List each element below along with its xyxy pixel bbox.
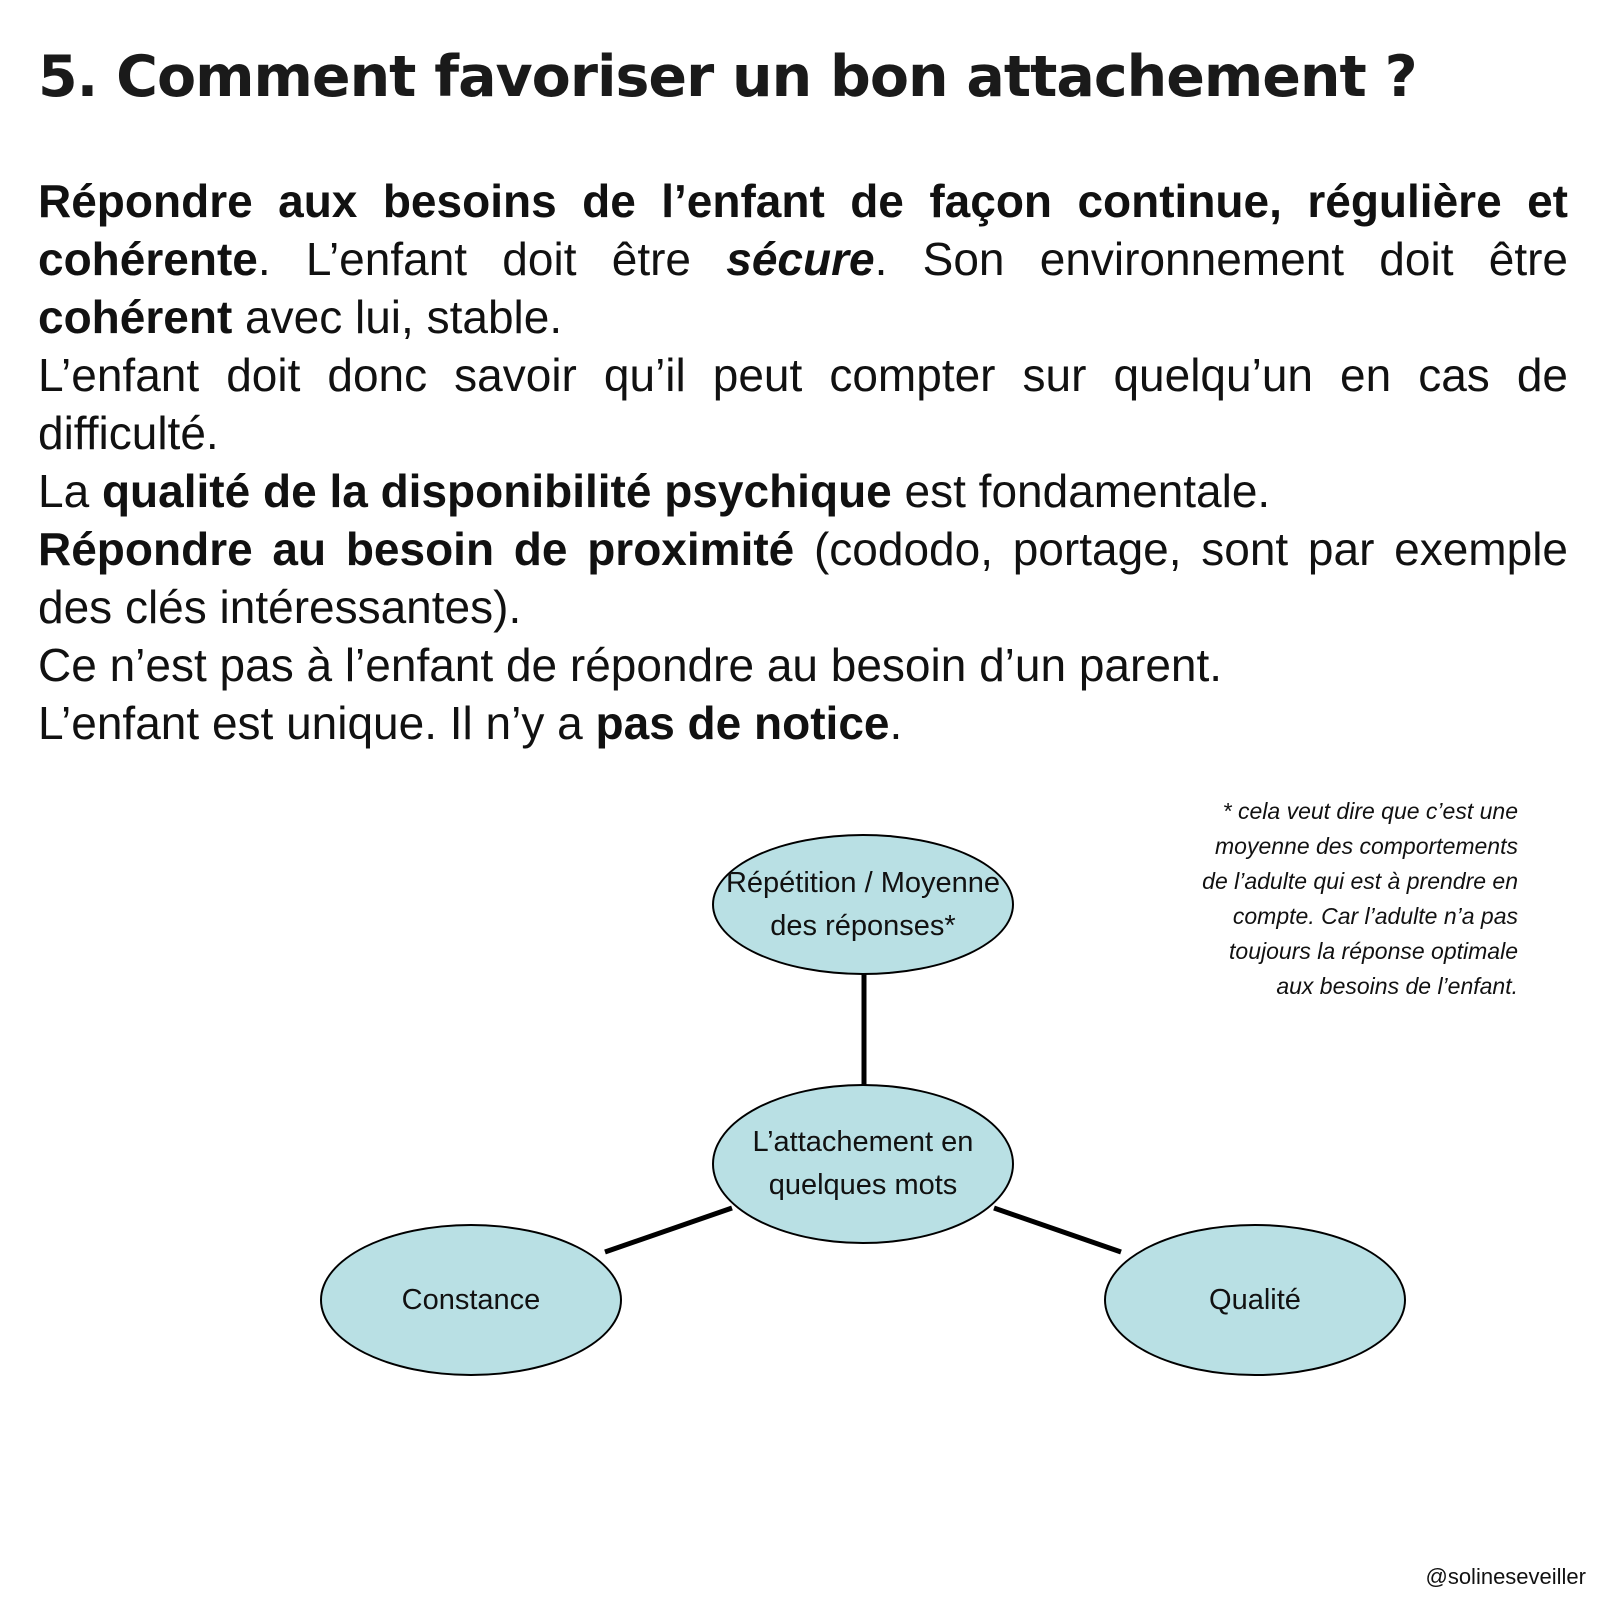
text-period: . — [889, 697, 903, 749]
connector-left — [605, 1208, 732, 1252]
emphasis-needs: Répondre aux besoins de l’enfant de façon continue, régulière et cohérente — [38, 175, 1568, 285]
text-proximity-examples: (cododo, portage, sont par exemple des clés intéressantes). — [38, 523, 1568, 633]
paragraph-count-on: L’enfant doit donc savoir qu’il peut compter sur quelqu’un en cas de difficulté. — [38, 349, 1568, 459]
text-stable: avec lui, stable. — [232, 291, 563, 343]
node-right-qualite — [1104, 1224, 1406, 1376]
emphasis-proximity: Répondre au besoin de proximité — [38, 523, 795, 575]
connector-right — [994, 1208, 1121, 1252]
emphasis-coherent: cohérent — [38, 291, 233, 343]
node-center-attachment — [712, 1084, 1014, 1244]
text-la: La — [38, 465, 102, 517]
footnote: * cela veut dire que c’est une moyenne des comportements de l’adulte qui est à prendre en compte. Car l’adulte n’a pas toujours la réponse optimale aux besoins de l’enfant. — [1202, 798, 1518, 999]
node-top-repetition — [712, 834, 1014, 975]
node-left-label: Constance — [401, 1283, 541, 1316]
node-left-constance — [320, 1224, 622, 1376]
text-secure-intro: . L’enfant doit être — [257, 233, 727, 285]
node-top-label: Répétition / Moyenne des réponses* — [725, 866, 1001, 942]
paragraph-parent: Ce n’est pas à l’enfant de répondre au besoin d’un parent. — [38, 639, 1223, 691]
node-center-label: L’attachement en quelques mots — [752, 1126, 974, 1201]
text-fundamental: est fondamentale. — [891, 465, 1271, 517]
text-unique: L’enfant est unique. Il n’y a — [38, 697, 596, 749]
emphasis-secure: sécure — [726, 233, 875, 285]
text-environment: . Son environnement doit être — [874, 233, 1568, 285]
node-right-label: Qualité — [1209, 1283, 1301, 1316]
author-handle: @solineseveiller — [1425, 1564, 1586, 1589]
emphasis-no-manual: pas de notice — [595, 697, 890, 749]
emphasis-quality: qualité de la disponibilité psychique — [101, 465, 892, 517]
page-title: 5. Comment favoriser un bon attachement ? — [38, 44, 1417, 110]
